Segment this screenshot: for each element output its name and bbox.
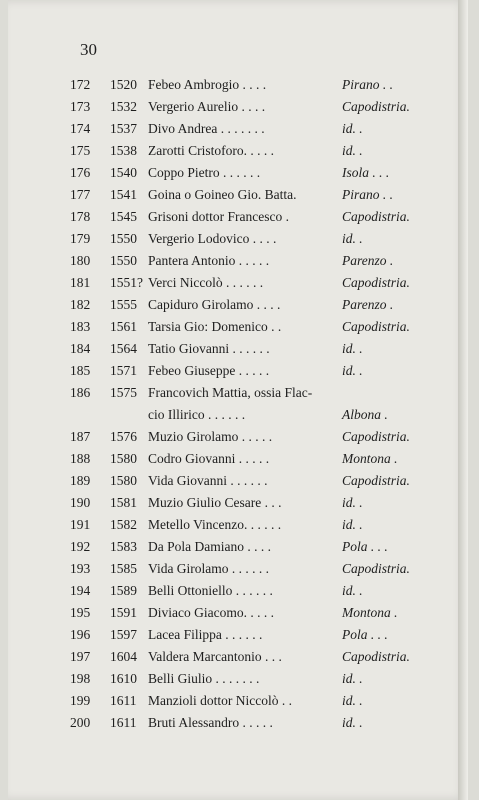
entry-place: id. . [342, 121, 363, 136]
list-item [70, 404, 430, 426]
entry-number: 177 [70, 187, 91, 202]
entry-place: id. . [342, 517, 363, 532]
entry-name: Bruti Alessandro . . . . . [148, 715, 273, 730]
list-item [70, 668, 430, 690]
entry-name: Zarotti Cristoforo. . . . . [148, 143, 274, 158]
entry-name: Febeo Giuseppe . . . . . [148, 363, 270, 378]
entry-name: Vergerio Aurelio . . . . [148, 99, 266, 114]
book-page [8, 0, 468, 800]
entry-place: Parenzo . [342, 253, 394, 268]
entry-number: 178 [70, 209, 91, 224]
entry-number: 200 [70, 715, 91, 730]
entry-number: 183 [70, 319, 91, 334]
entry-place: Pirano . . [342, 77, 394, 92]
entry-place: id. . [342, 143, 363, 158]
entry-name: Belli Ottoniello . . . . . . [148, 583, 273, 598]
list-item [70, 536, 430, 558]
list-item [70, 426, 430, 448]
list-item [70, 646, 430, 668]
entry-year: 1611 [110, 715, 137, 730]
entry-place: Parenzo . [342, 297, 394, 312]
entry-number: 189 [70, 473, 91, 488]
entry-name: Muzio Girolamo . . . . . [148, 429, 273, 444]
entry-name: Lacea Filippa . . . . . . [148, 627, 263, 642]
entry-year: 1591 [110, 605, 137, 620]
entry-year: 1532 [110, 99, 137, 114]
entry-place: id. . [342, 715, 363, 730]
entry-number: 172 [70, 77, 91, 92]
list-item [70, 96, 430, 118]
entry-place: Isola . . . [342, 165, 390, 180]
list-item [70, 272, 430, 294]
list-item [70, 470, 430, 492]
entry-year: 1541 [110, 187, 137, 202]
entry-place: id. . [342, 363, 363, 378]
list-item [70, 360, 430, 382]
list-item [70, 602, 430, 624]
entry-place: Capodistria. [342, 473, 410, 488]
entry-place: Capodistria. [342, 429, 410, 444]
entry-number: 196 [70, 627, 91, 642]
entry-number: 192 [70, 539, 91, 554]
entry-year: 1575 [110, 385, 137, 400]
entry-name: Pantera Antonio . . . . . [148, 253, 270, 268]
entry-year: 1580 [110, 451, 137, 466]
entry-number: 181 [70, 275, 91, 290]
entry-year: 1540 [110, 165, 137, 180]
page-number: 30 [80, 40, 97, 59]
entries-list [70, 74, 430, 734]
entry-year: 1597 [110, 627, 137, 642]
entry-name: Muzio Giulio Cesare . . . [148, 495, 282, 510]
entry-number: 174 [70, 121, 91, 136]
entry-year: 1580 [110, 473, 137, 488]
entry-year: 1537 [110, 121, 137, 136]
entry-year: 1585 [110, 561, 137, 576]
page-edge [458, 0, 468, 800]
entry-name: Francovich Mattia, ossia Flac- [148, 385, 313, 400]
entry-year: 1520 [110, 77, 137, 92]
entry-number: 194 [70, 583, 91, 598]
entry-number: 193 [70, 561, 91, 576]
entry-year: 1551? [110, 275, 143, 290]
list-item [70, 492, 430, 514]
list-item [70, 294, 430, 316]
entry-number: 179 [70, 231, 91, 246]
entry-place: id. . [342, 583, 363, 598]
list-item [70, 250, 430, 272]
entry-place: Capodistria. [342, 649, 410, 664]
entry-year: 1583 [110, 539, 137, 554]
entry-name: Manzioli dottor Niccolò . . [148, 693, 292, 708]
entry-name: Coppo Pietro . . . . . . [148, 165, 261, 180]
list-item [70, 690, 430, 712]
entry-year: 1610 [110, 671, 137, 686]
entry-name: Grisoni dottor Francesco . [148, 209, 289, 224]
entry-name: Tatio Giovanni . . . . . . [148, 341, 270, 356]
list-item [70, 558, 430, 580]
list-item [70, 184, 430, 206]
entry-year: 1582 [110, 517, 137, 532]
entry-place: Pola . . . [342, 627, 388, 642]
entry-number: 173 [70, 99, 91, 114]
entry-year: 1555 [110, 297, 137, 312]
entry-year: 1550 [110, 231, 137, 246]
entry-name: Vida Giovanni . . . . . . [148, 473, 268, 488]
entry-name: Da Pola Damiano . . . . [148, 539, 271, 554]
list-item [70, 382, 430, 404]
entry-name: Codro Giovanni . . . . . [148, 451, 270, 466]
entry-name: Belli Giulio . . . . . . . [148, 671, 260, 686]
entry-number: 190 [70, 495, 91, 510]
list-item [70, 140, 430, 162]
entry-year: 1611 [110, 693, 137, 708]
entry-place: id. . [342, 693, 363, 708]
entry-name: Metello Vincenzo. . . . . . [148, 517, 282, 532]
entry-number: 186 [70, 385, 91, 400]
list-item [70, 74, 430, 96]
list-item [70, 162, 430, 184]
entry-place: id. . [342, 231, 363, 246]
entry-year: 1545 [110, 209, 137, 224]
entry-place: Albona . [342, 407, 388, 422]
entry-name: Goina o Goineo Gio. Batta. [148, 187, 297, 202]
entry-year: 1589 [110, 583, 137, 598]
entry-name: Vida Girolamo . . . . . . [148, 561, 270, 576]
entry-name: Tarsia Gio: Domenico . . [148, 319, 282, 334]
entry-year: 1564 [110, 341, 137, 356]
entry-place: Montona . [342, 605, 398, 620]
entry-number: 195 [70, 605, 91, 620]
list-item [70, 514, 430, 536]
entry-place: Pola . . . [342, 539, 388, 554]
list-item [70, 316, 430, 338]
entry-number: 175 [70, 143, 91, 158]
list-item [70, 624, 430, 646]
entry-year: 1571 [110, 363, 137, 378]
entry-number: 197 [70, 649, 91, 664]
entry-place: Capodistria. [342, 209, 410, 224]
entry-name: Valdera Marcantonio . . . [148, 649, 282, 664]
entry-year: 1604 [110, 649, 137, 664]
entry-place: Capodistria. [342, 561, 410, 576]
entry-name: Febeo Ambrogio . . . . [148, 77, 267, 92]
entry-name: cio Illirico . . . . . . [148, 407, 246, 422]
entry-place: id. . [342, 671, 363, 686]
list-item [70, 228, 430, 250]
list-item [70, 448, 430, 470]
entry-number: 199 [70, 693, 91, 708]
entry-place: id. . [342, 341, 363, 356]
list-item [70, 580, 430, 602]
entry-number: 198 [70, 671, 91, 686]
entry-year: 1550 [110, 253, 137, 268]
entry-place: Montona . [342, 451, 398, 466]
entry-year: 1538 [110, 143, 137, 158]
entry-year: 1581 [110, 495, 137, 510]
entry-place: Capodistria. [342, 319, 410, 334]
entry-number: 182 [70, 297, 91, 312]
entry-number: 184 [70, 341, 91, 356]
list-item [70, 338, 430, 360]
entry-name: Verci Niccolò . . . . . . [148, 275, 264, 290]
entry-year: 1561 [110, 319, 137, 334]
entry-number: 176 [70, 165, 91, 180]
entry-name: Divo Andrea . . . . . . . [148, 121, 265, 136]
entry-number: 180 [70, 253, 91, 268]
entry-place: Pirano . . [342, 187, 394, 202]
entry-place: id. . [342, 495, 363, 510]
entry-number: 187 [70, 429, 91, 444]
entry-number: 185 [70, 363, 91, 378]
entry-number: 191 [70, 517, 91, 532]
entry-year: 1576 [110, 429, 137, 444]
entry-place: Capodistria. [342, 99, 410, 114]
entry-place: Capodistria. [342, 275, 410, 290]
list-item [70, 118, 430, 140]
entry-number: 188 [70, 451, 91, 466]
entry-name: Capiduro Girolamo . . . . [148, 297, 281, 312]
entry-name: Vergerio Lodovico . . . . [148, 231, 277, 246]
list-item [70, 712, 430, 734]
entry-name: Diviaco Giacomo. . . . . [148, 605, 274, 620]
list-item [70, 206, 430, 228]
